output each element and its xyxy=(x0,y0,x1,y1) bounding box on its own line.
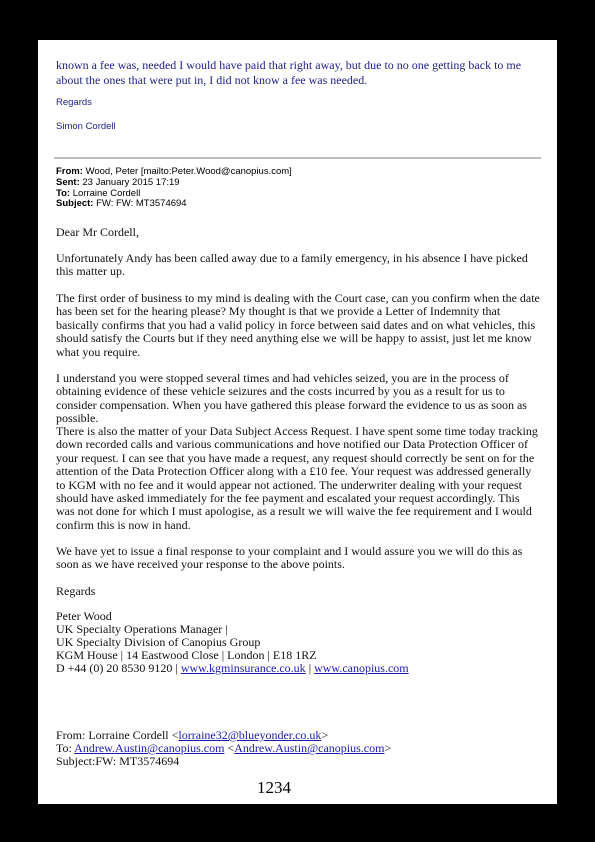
paragraph-1: Unfortunately Andy has been called away due to a family emergency, in his absence I have picked this matter up. xyxy=(56,251,528,279)
sent-value: 23 January 2015 17:19 xyxy=(82,176,180,188)
header-divider xyxy=(54,157,541,159)
from-label: From: xyxy=(56,166,83,177)
forward-from-email-link[interactable]: lorraine32@blueyonder.co.uk xyxy=(178,728,322,742)
forward-header xyxy=(56,729,391,768)
signature-name: Peter Wood xyxy=(56,609,112,623)
paragraph-4: There is also the matter of your Data Subject Access Request. I have spent some time today tracking down recorded calls and various communications and hove notified our Data Protection Officer of your request. I can see that you have made a request, any request should correctly be sent on for the attention of the Data Protection Officer along with a £10 fee. Your request was addressed generally to KGM with no fee and it would appear not actioned. The underwriter dealing with your request should have asked immediately for the fee payment and escalated your request accordingly. This was not done for which I must apologise, as a result we will waive the fee requirement and I would confirm this is now in hand. xyxy=(56,424,538,532)
signature-division: UK Specialty Division of Canopius Group xyxy=(56,635,261,649)
signature-phone: D +44 (0) 20 8530 9120 | xyxy=(56,661,181,675)
to-value: Lorraine Cordell xyxy=(72,187,141,199)
to-label: To: xyxy=(56,187,71,199)
top-email-signature-name: Simon Cordell xyxy=(56,121,116,132)
forward-to-email-link-1[interactable]: Andrew.Austin@canopius.com xyxy=(74,741,225,755)
signature-address: KGM House | 14 Eastwood Close | London | E18 1RZ xyxy=(56,648,317,662)
letter-regards: Regards xyxy=(56,584,96,598)
document-page xyxy=(38,40,557,804)
paragraph-2: The first order of business to my mind is dealing with the Court case, can you confirm when the date has been set for the hearing please? My thought is that we provide a Letter of Indemnity that basically confirms that you had a valid policy in force between said dates and on what vehicles, this should satisfy the Courts but if they need anything else we will be happy to assist, just let me know what you require. xyxy=(56,291,540,359)
forward-to-prefix: To: xyxy=(56,741,75,755)
paragraph-3: I understand you were stopped several times and had vehicles seized, you are in the process of obtaining evidence of these vehicle seizures and the costs incurred by you as a result for us to consider compensation. When you have gathered this please forward the evidence to us as soon as possible. xyxy=(56,371,527,426)
kgm-website-link[interactable]: www.kgminsurance.co.uk xyxy=(180,661,306,675)
email-header xyxy=(56,167,292,210)
from-value: Wood, Peter [mailto:Peter.Wood@canopius.com] xyxy=(85,166,292,177)
forward-to-mid: < xyxy=(224,741,235,755)
link-separator: | xyxy=(305,661,315,675)
canopius-website-link[interactable]: www.canopius.com xyxy=(314,661,409,675)
sent-label: Sent: xyxy=(56,176,80,188)
signature-title: UK Specialty Operations Manager | xyxy=(56,622,228,636)
top-email-body: known a fee was, needed I would have paid that right away, but due to no one getting back to me about the ones that were put in, I did not know a fee was needed. xyxy=(56,58,522,87)
forward-from-suffix: > xyxy=(321,728,329,742)
top-email-regards: Regards xyxy=(56,97,92,108)
forward-from-prefix: From: Lorraine Cordell < xyxy=(56,728,179,742)
signature-block xyxy=(56,610,409,675)
paragraph-5: We have yet to issue a final response to your complaint and I would assure you we will do this as soon as we have received your response to the above points. xyxy=(56,544,523,572)
forward-to-suffix: > xyxy=(384,741,392,755)
signature-contact-line xyxy=(56,662,409,675)
subject-label: Subject: xyxy=(56,198,94,210)
forward-subject: Subject:FW: MT3574694 xyxy=(56,754,180,768)
page-number: 1234 xyxy=(257,778,291,797)
subject-value: FW: FW: MT3574694 xyxy=(96,198,187,210)
forward-to-email-link-2[interactable]: Andrew.Austin@canopius.com xyxy=(234,741,385,755)
salutation: Dear Mr Cordell, xyxy=(56,225,139,239)
